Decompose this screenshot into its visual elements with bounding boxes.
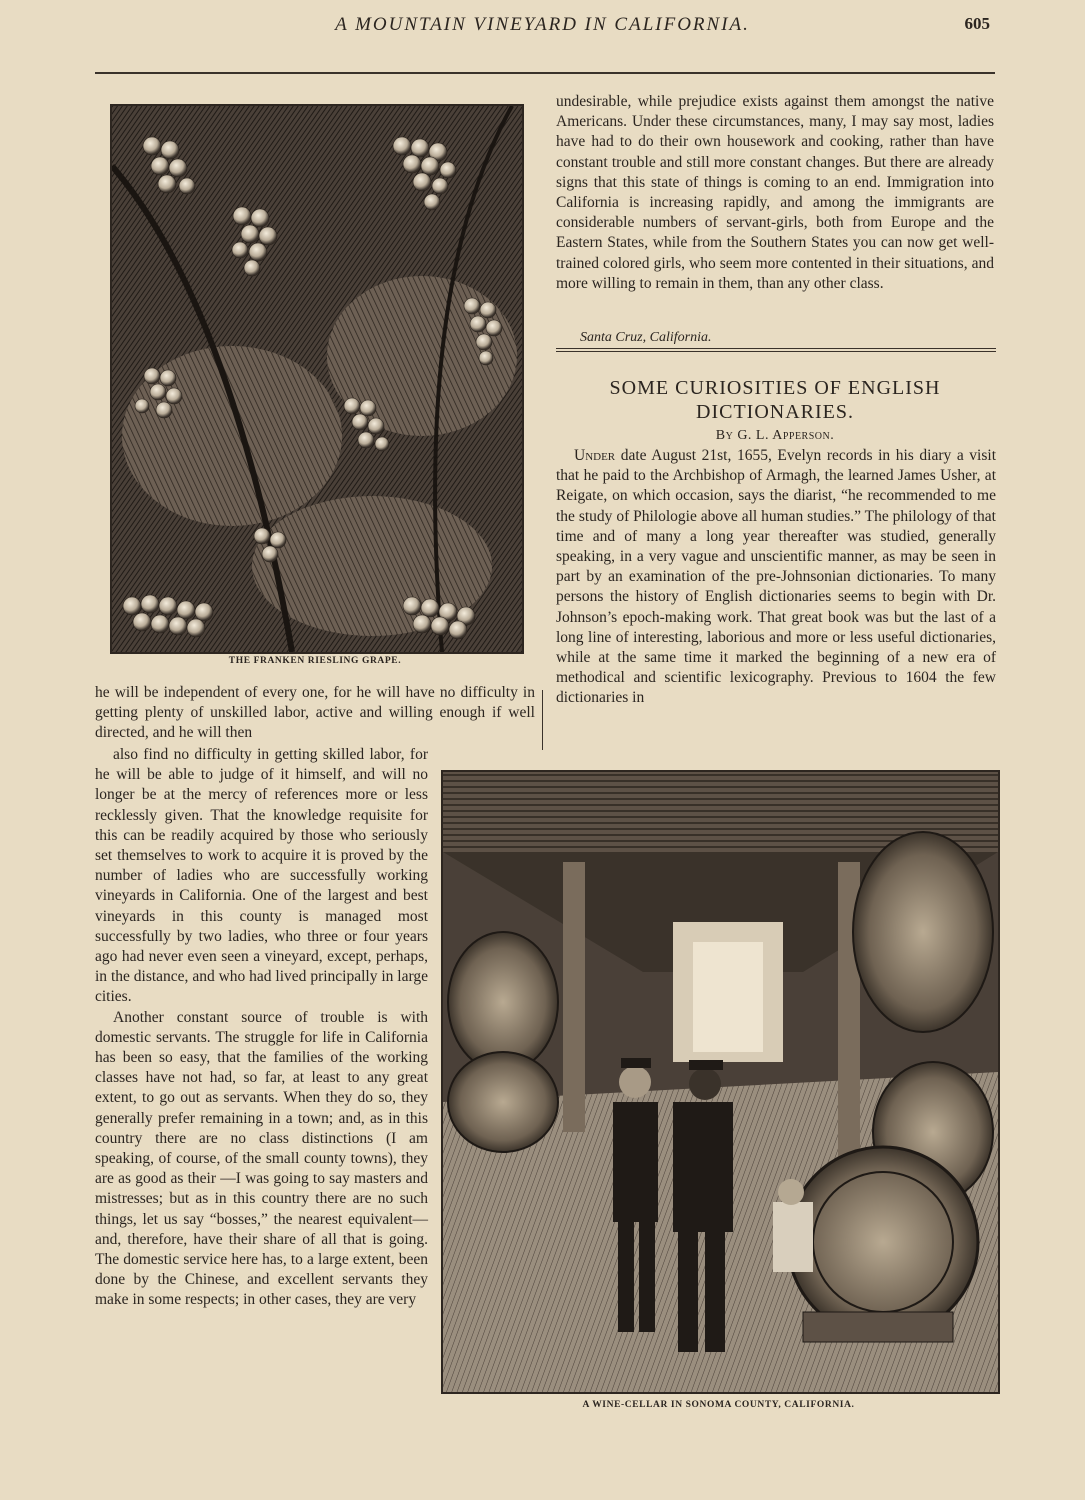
article-lead-word: Under (574, 447, 616, 464)
article-body-text: date August 21st, 1655, Evelyn records in his diary a visit that he paid to the Archbishop of Armagh, the learned James Usher, at Reigate, on which occasion, says the diarist, “he recommended to me the study of Philologie above all human studies.” The philology of that time and of many a long year thereafter was studied, generally speaking, in a very vague and unscientific manner, as may be seen in part by an examination of the pre-Johnsonian dictionaries. To many persons the history of English dictionaries seems to begin with Dr. Johnson’s epoch-making work. That great book was but the last of a long line of interesting, laborious and more or less useful dictionaries, while at the same time it marked the beginning of a new era of methodical and scientific lexicography. Previous to 1604 the few dictionaries in (556, 447, 996, 707)
grapes-caption: THE FRANKEN RIESLING GRAPE. (228, 656, 402, 666)
grapes-illustration (110, 104, 524, 654)
skilled-labor-paragraph: also find no difficulty in getting skilled labor, for he will be able to judge of it himself, and will no longer be at the mercy of references more or less recklessly given. That the knowledge requisite for this can be readily acquired by those who seriously set themselves to work to acquire it is proved by the number of ladies who are successfully working vineyards in California. One of the largest and best vineyards in this county is managed most successfully by two ladies, who three or four years ago had never even seen a vineyard, except, perhaps, in the distance, and who had lived principally in large cities. (95, 746, 428, 1006)
article-title-line-1: SOME CURIOSITIES OF ENGLISH (609, 377, 941, 399)
running-title: A MOUNTAIN VINEYARD IN CALIFORNIA. (335, 14, 750, 35)
article-title (555, 376, 995, 424)
servants-continuation-paragraph: undesirable, while prejudice exists against them amongst the native Americans. Under these circumstances, many, I may say most, ladies have had to do their own housework and cooking, rather than have constant trouble and still more constant changes. But there are already signs that this state of things is coming to an end. Immigration into California is increasing rapidly, and among the immigrants are considerable numbers of servant-girls, both from Europe and the Eastern States, while from the Southern States you can now get well-trained colored girls, who seem more contented in their situations, and more willing to remain in them, than any other class. (556, 93, 994, 292)
article-body (556, 446, 996, 709)
right-column-top-text (556, 92, 994, 294)
page-number: 605 (964, 14, 990, 33)
left-narrow-column (95, 745, 428, 1311)
section-rule-top (556, 348, 996, 349)
header-rule (95, 72, 995, 74)
wine-cellar-illustration (441, 770, 1000, 1394)
running-head (95, 14, 990, 44)
left-wide-text (95, 683, 535, 744)
column-divider (542, 690, 543, 750)
article-byline: By G. L. Apperson. (715, 428, 835, 443)
article-title-line-2: DICTIONARIES. (696, 401, 854, 423)
grapes-engraving (112, 106, 522, 652)
independence-paragraph: he will be independent of every one, for he will have no difficulty in getting plenty of unskilled labor, active and willing enough if well directed, and he will then (95, 684, 535, 742)
section-rule-bottom (556, 351, 996, 352)
wine-cellar-engraving (443, 772, 998, 1392)
cellar-caption: A WINE-CELLAR IN SONOMA COUNTY, CALIFORNIA. (582, 1400, 855, 1410)
article-first-paragraph (556, 446, 996, 709)
domestic-servants-paragraph: Another constant source of trouble is with domestic servants. The struggle for life in California has been so easy, that the families of the working classes have not had, so far, at least to any great extent, to go out as servants. When they do so, they generally prefer remaining in a town; and, as in this country there are no class distinctions (I am speaking, of course, of the small county towns), they are as good as their —I was going to say masters and mistresses; but as in this country there are no such things, let us say “bosses,” the nearest equivalent—and, therefore, have their share of all that is going. The domestic service here has, to a large extent, been done by the Chinese, and excellent servants they make in some respects; in other cases, they are very (95, 1008, 428, 1309)
dateline: Santa Cruz, California. (580, 330, 712, 345)
